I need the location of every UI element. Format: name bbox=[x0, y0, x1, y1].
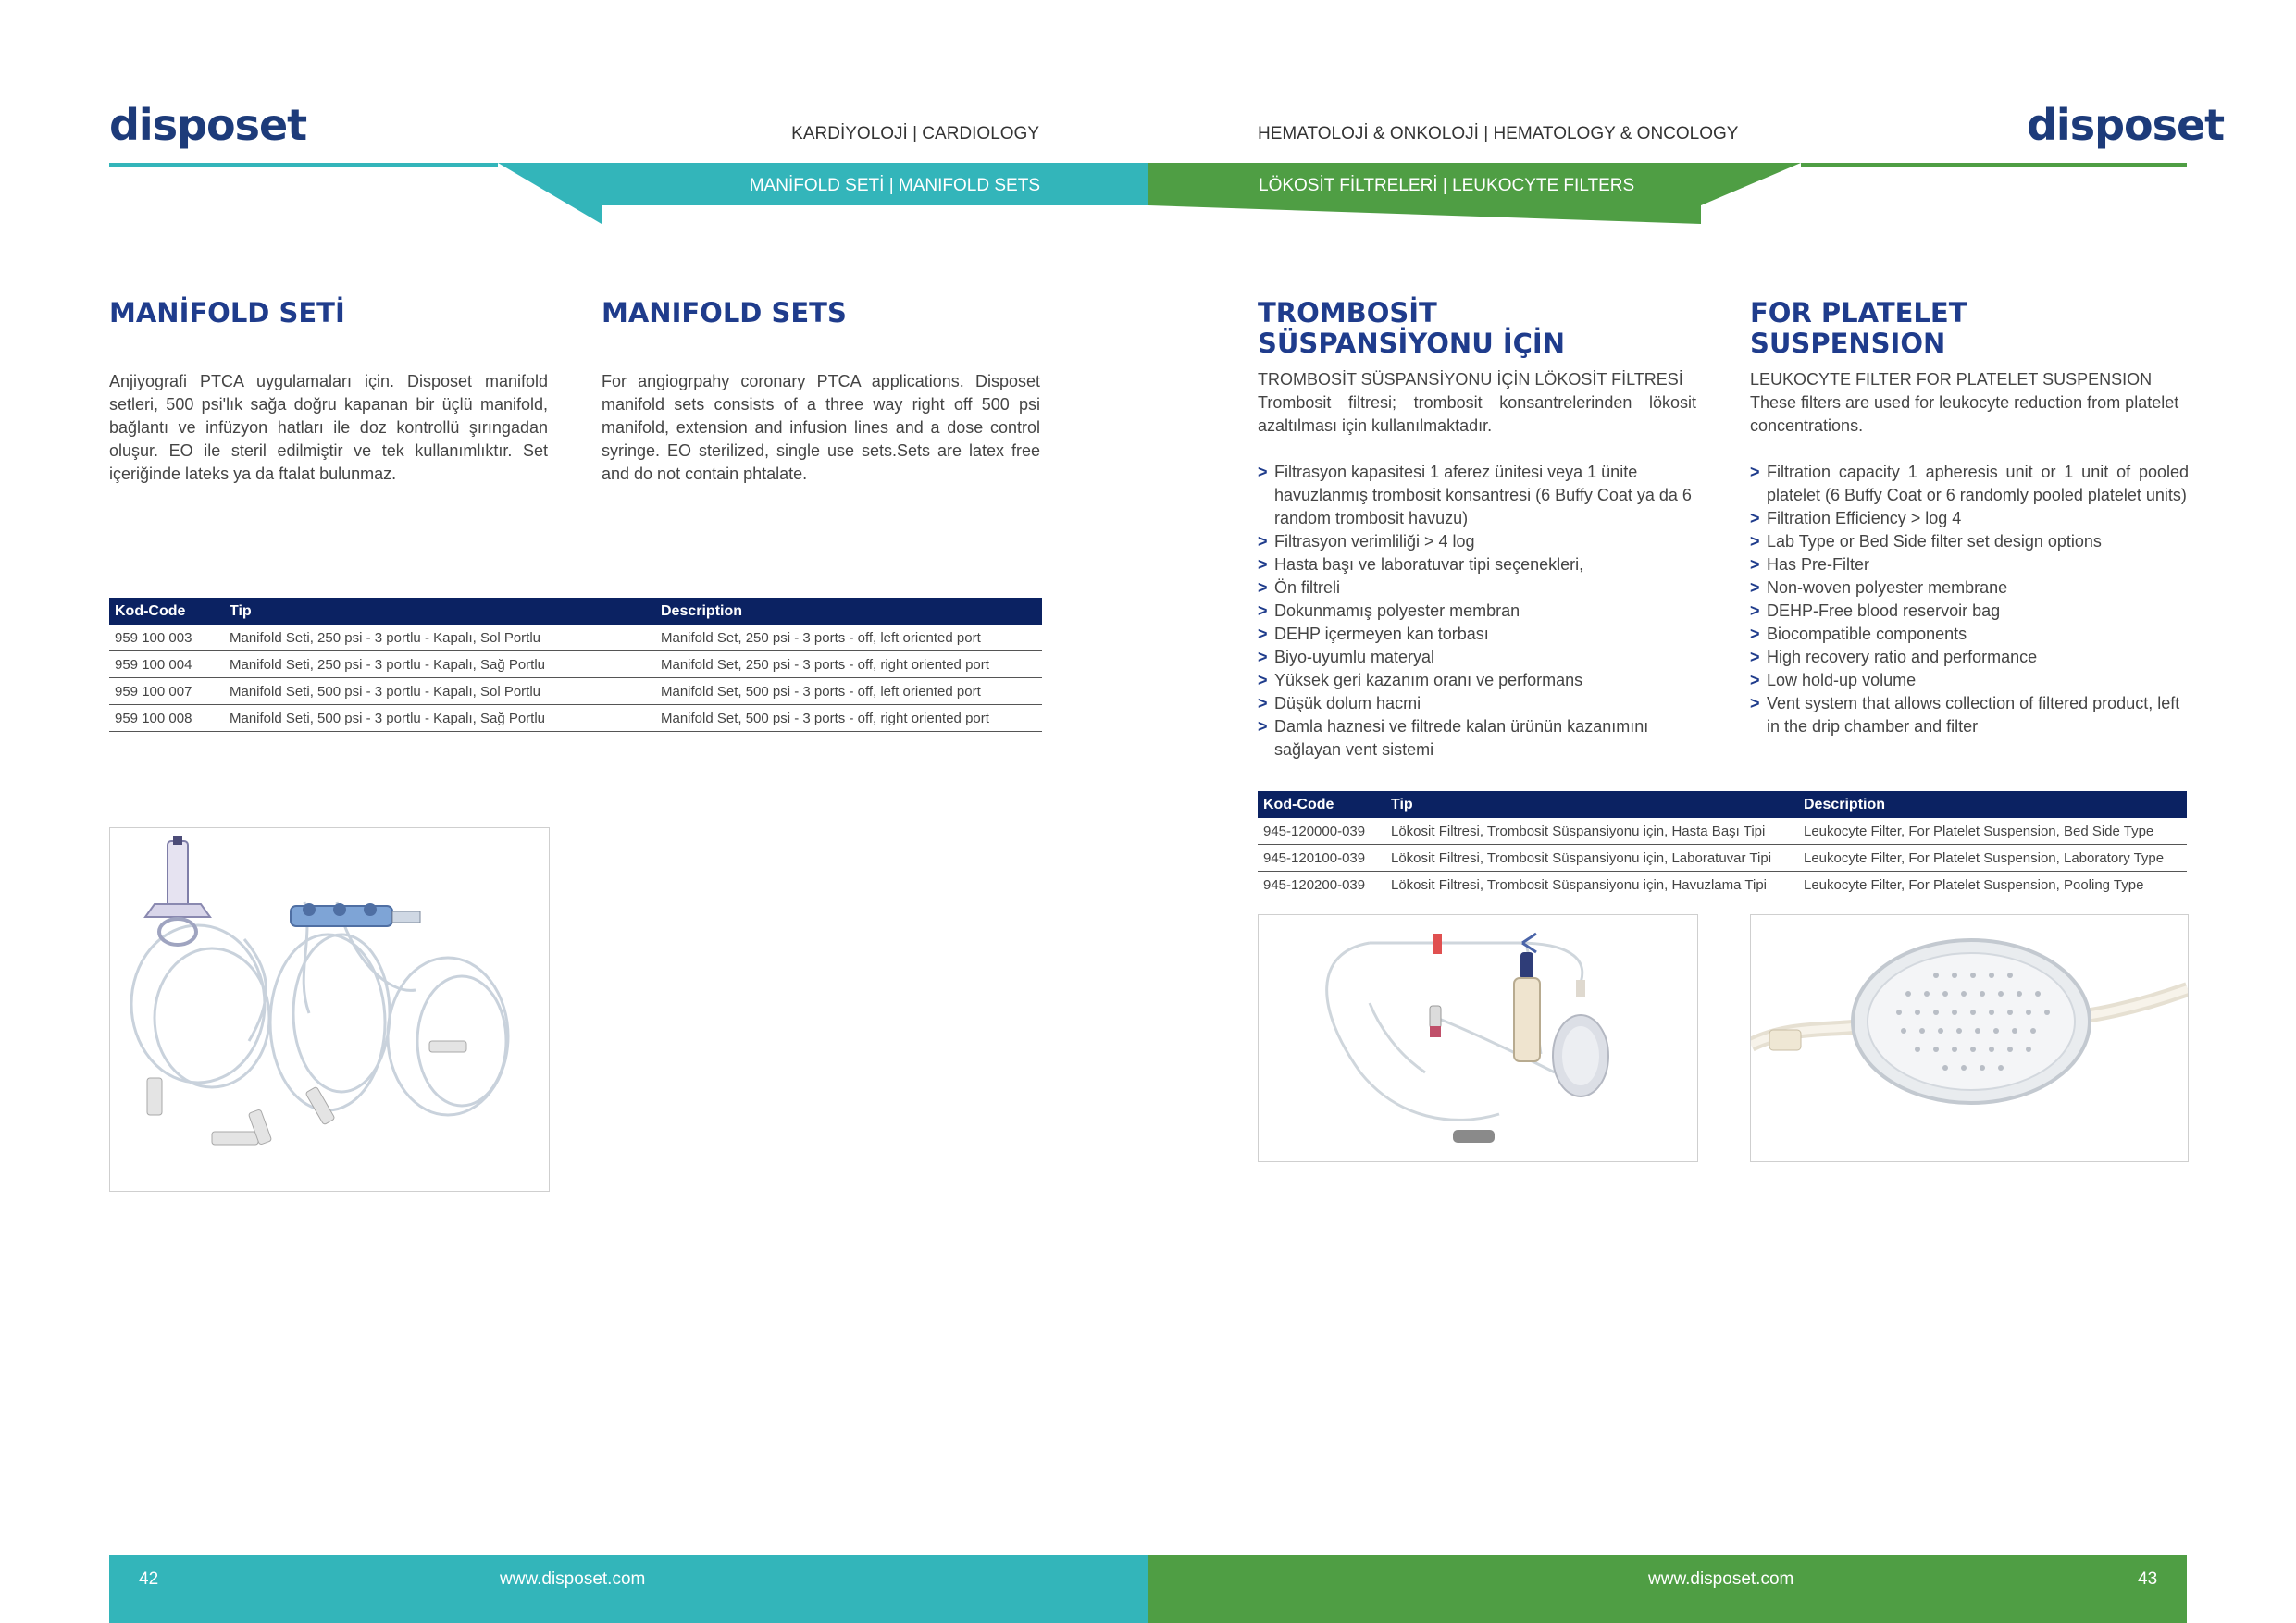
filter-closeup-illustration bbox=[1751, 915, 2188, 1161]
cell-tip: Lökosit Filtresi, Trombosit Süspansiyonu için, Hasta Başı Tipi bbox=[1385, 818, 1798, 845]
cell-description: Leukocyte Filter, For Platelet Suspension, Bed Side Type bbox=[1798, 818, 2187, 845]
cell-tip: Manifold Seti, 250 psi - 3 portlu - Kapalı, Sağ Portlu bbox=[224, 651, 655, 678]
band-label-leukocyte: LÖKOSİT FİLTRELERİ | LEUKOCYTE FILTERS bbox=[1259, 176, 1635, 195]
column-header-description: Description bbox=[655, 598, 1042, 625]
list-item: > Damla haznesi ve filtrede kalan ürünün kazanımını sağlayan vent sistemi bbox=[1258, 715, 1696, 762]
list-item: > Lab Type or Bed Side filter set design options bbox=[1750, 530, 2189, 553]
list-item: > Filtrasyon verimliliği > 4 log bbox=[1258, 530, 1696, 553]
cell-code: 945-120200-039 bbox=[1258, 872, 1385, 898]
cell-code: 945-120000-039 bbox=[1258, 818, 1385, 845]
list-item: > DEHP içermeyen kan torbası bbox=[1258, 623, 1696, 646]
column-header-tip: Tip bbox=[224, 598, 655, 625]
table-row bbox=[1258, 872, 2187, 898]
feature-list-en bbox=[1750, 461, 2189, 738]
subtitle-en: LEUKOCYTE FILTER FOR PLATELET SUSPENSION bbox=[1750, 370, 2153, 389]
list-item: > Biocompatible components bbox=[1750, 623, 2189, 646]
cell-description: Leukocyte Filter, For Platelet Suspension, Laboratory Type bbox=[1798, 845, 2187, 872]
cell-tip: Manifold Seti, 500 psi - 3 portlu - Kapalı, Sağ Portlu bbox=[224, 705, 655, 732]
leukocyte-filter-set-photo bbox=[1258, 914, 1698, 1162]
manifold-set-photo bbox=[109, 827, 550, 1192]
column-header-code: Kod-Code bbox=[109, 598, 224, 625]
leukocyte-filter-closeup-photo bbox=[1750, 914, 2189, 1162]
cell-tip: Manifold Seti, 500 psi - 3 portlu - Kapalı, Sol Portlu bbox=[224, 678, 655, 705]
footer-url-left[interactable]: www.disposet.com bbox=[500, 1569, 646, 1589]
cell-description: Manifold Set, 250 psi - 3 ports - off, right oriented port bbox=[655, 651, 1042, 678]
leukocyte-text-column-en bbox=[1750, 368, 2189, 738]
list-item: > Filtrasyon kapasitesi 1 aferez ünitesi veya 1 ünite havuzlanmış trombosit konsantresi (6 Buffy Coat ya da 6 random trombosit havuzu) bbox=[1258, 461, 1696, 530]
description-en: These filters are used for leukocyte reduction from platelet concentrations. bbox=[1750, 393, 2179, 435]
list-item: > Yüksek geri kazanım oranı ve performans bbox=[1258, 669, 1696, 692]
teal-rule bbox=[109, 163, 498, 167]
table-row bbox=[1258, 818, 2187, 845]
list-item: > High recovery ratio and performance bbox=[1750, 646, 2189, 669]
cell-code: 959 100 007 bbox=[109, 678, 224, 705]
header-band-graphic bbox=[0, 0, 2296, 241]
column-header-description: Description bbox=[1798, 791, 2187, 818]
list-item: > Ön filtreli bbox=[1258, 576, 1696, 600]
page-number-left: 42 bbox=[139, 1569, 159, 1589]
description-tr: Trombosit filtresi; trombosit konsantrelerinden lökosit azaltılması için kullanılmaktadır. bbox=[1258, 393, 1696, 435]
leukocyte-text-column-tr bbox=[1258, 368, 1696, 762]
manifold-description-en: For angiogrpahy coronary PTCA applications. Disposet manifold sets consists of a three way right off 500 psi manifold, extension and infusion lines and a dose control syringe. EO sterilized, single use sets.Sets are latex free and do not contain phtalate. bbox=[602, 372, 1040, 483]
title-line-1: TROMBOSİT bbox=[1258, 297, 1437, 328]
band-label-manifold: MANİFOLD SETİ | MANIFOLD SETS bbox=[749, 176, 1040, 195]
cell-description: Manifold Set, 500 psi - 3 ports - off, right oriented port bbox=[655, 705, 1042, 732]
table-header-row bbox=[1258, 791, 2187, 818]
list-item: > Vent system that allows collection of filtered product, left in the drip chamber and filter bbox=[1750, 692, 2189, 738]
page-number-right: 43 bbox=[2138, 1569, 2158, 1589]
list-item: > Non-woven polyester membrane bbox=[1750, 576, 2189, 600]
list-item: > Düşük dolum hacmi bbox=[1258, 692, 1696, 715]
manifold-set-illustration bbox=[110, 828, 549, 1191]
disposet-logo-left: disposet bbox=[109, 100, 307, 150]
feature-list-tr bbox=[1258, 461, 1696, 762]
cell-tip: Lökosit Filtresi, Trombosit Süspansiyonu için, Havuzlama Tipi bbox=[1385, 872, 1798, 898]
cell-tip: Lökosit Filtresi, Trombosit Süspansiyonu için, Laboratuvar Tipi bbox=[1385, 845, 1798, 872]
table-row bbox=[109, 678, 1042, 705]
title-trombosit-suspansiyonu bbox=[1258, 298, 1565, 359]
footer-url-right[interactable]: www.disposet.com bbox=[1648, 1569, 1794, 1589]
section-label-hematology: HEMATOLOJİ & ONKOLOJİ | HEMATOLOGY & ONCOLOGY bbox=[1258, 124, 1739, 143]
table-header-row bbox=[109, 598, 1042, 625]
list-item: > Dokunmamış polyester membran bbox=[1258, 600, 1696, 623]
manifold-description-tr: Anjiyografi PTCA uygulamaları için. Disposet manifold setleri, 500 psi'lık sağa doğru kapanan bir üçlü manifold, bağlantı ve infüzyon hatları ile doz kontrollü şırıngadan oluşur. EO ile steril edilmiştir ve tek kullanımlıktır. Set içeriğinde lateks ya da ftalat bulunmaz. bbox=[109, 372, 548, 483]
title-line-2: SÜSPANSİYONU İÇİN bbox=[1258, 328, 1565, 359]
table-row bbox=[109, 705, 1042, 732]
title-line-1: FOR PLATELET bbox=[1750, 297, 1967, 328]
list-item: > Has Pre-Filter bbox=[1750, 553, 2189, 576]
title-line-2: SUSPENSION bbox=[1750, 328, 1946, 359]
cell-description: Manifold Set, 250 psi - 3 ports - off, left oriented port bbox=[655, 625, 1042, 651]
cell-description: Manifold Set, 500 psi - 3 ports - off, left oriented port bbox=[655, 678, 1042, 705]
column-header-code: Kod-Code bbox=[1258, 791, 1385, 818]
list-item: > DEHP-Free blood reservoir bag bbox=[1750, 600, 2189, 623]
table-row bbox=[1258, 845, 2187, 872]
title-for-platelet-suspension bbox=[1750, 298, 1967, 359]
list-item: > Filtration capacity 1 apheresis unit or 1 unit of pooled platelet (6 Buffy Coat or 6 randomly pooled platelet units) bbox=[1750, 461, 2189, 507]
leukocyte-product-table bbox=[1258, 791, 2187, 898]
cell-code: 945-120100-039 bbox=[1258, 845, 1385, 872]
cell-code: 959 100 004 bbox=[109, 651, 224, 678]
column-header-tip: Tip bbox=[1385, 791, 1798, 818]
subtitle-tr: TROMBOSİT SÜSPANSİYONU İÇİN LÖKOSİT FİLTRESİ bbox=[1258, 370, 1683, 389]
section-label-cardiology: KARDİYOLOJİ | CARDIOLOGY bbox=[791, 124, 1039, 143]
table-row bbox=[109, 651, 1042, 678]
list-item: > Biyo-uyumlu materyal bbox=[1258, 646, 1696, 669]
table-row bbox=[109, 625, 1042, 651]
green-rule bbox=[1801, 163, 2187, 167]
title-manifold-seti: MANİFOLD SETİ bbox=[109, 297, 345, 328]
cell-description: Leukocyte Filter, For Platelet Suspension, Pooling Type bbox=[1798, 872, 2187, 898]
list-item: > Hasta başı ve laboratuvar tipi seçenekleri, bbox=[1258, 553, 1696, 576]
title-manifold-sets: MANIFOLD SETS bbox=[602, 297, 847, 328]
disposet-logo-right: disposet bbox=[2027, 100, 2225, 150]
cell-code: 959 100 003 bbox=[109, 625, 224, 651]
list-item: > Filtration Efficiency > log 4 bbox=[1750, 507, 2189, 530]
cell-tip: Manifold Seti, 250 psi - 3 portlu - Kapalı, Sol Portlu bbox=[224, 625, 655, 651]
list-item: > Low hold-up volume bbox=[1750, 669, 2189, 692]
cell-code: 959 100 008 bbox=[109, 705, 224, 732]
filter-set-illustration bbox=[1259, 915, 1697, 1161]
manifold-product-table bbox=[109, 598, 1042, 732]
